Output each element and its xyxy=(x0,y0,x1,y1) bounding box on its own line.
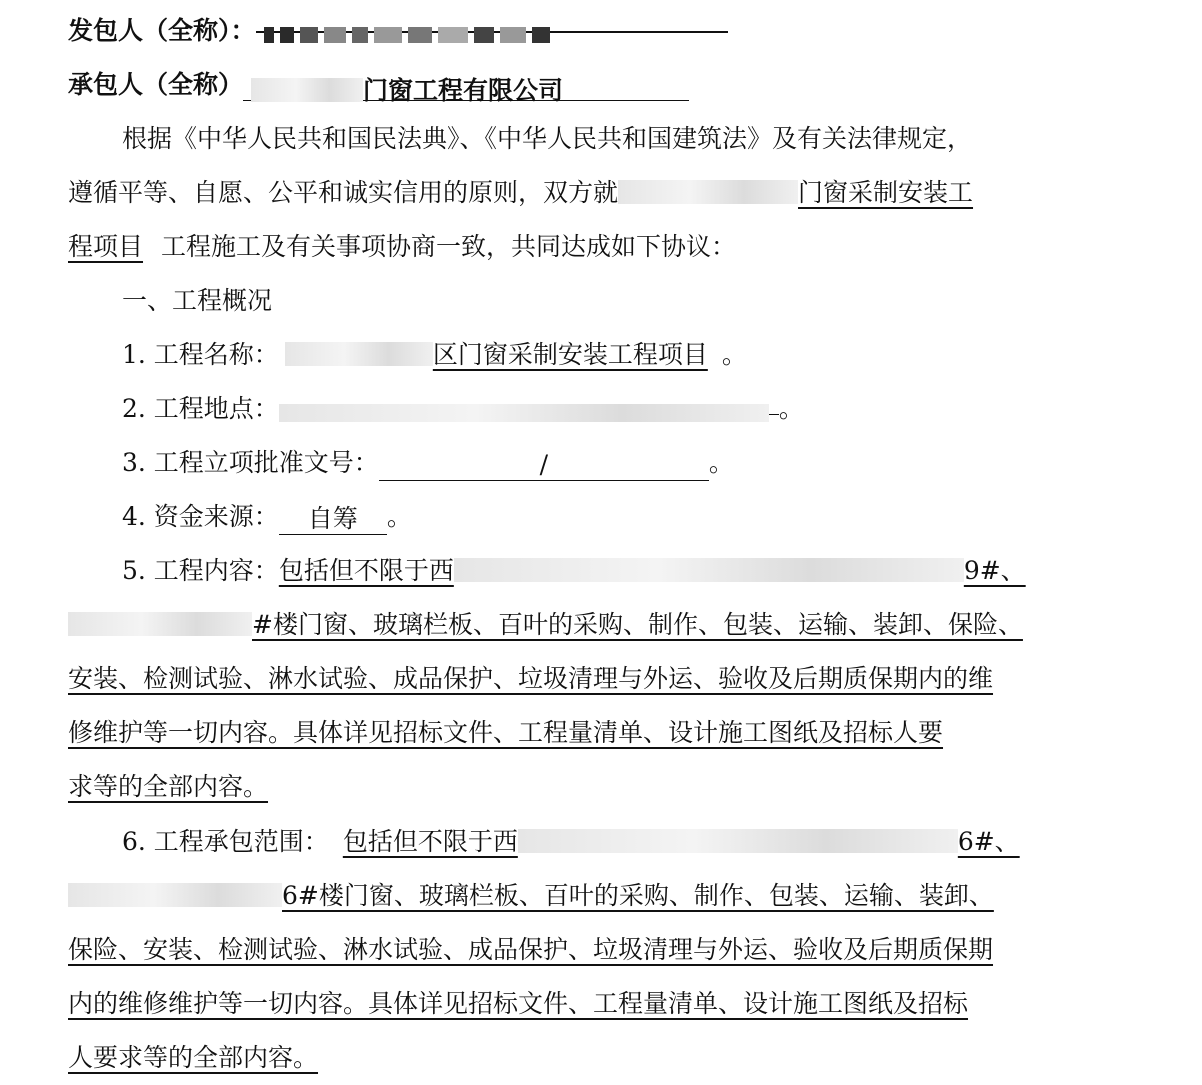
contractor-value: 门窗工程有限公司 xyxy=(363,76,564,105)
project-name-ref-cont: 程项目 xyxy=(68,232,144,261)
item-label: 5. 工程内容： xyxy=(122,556,279,585)
scope-redacted-part xyxy=(518,829,958,853)
content-text: 包括但不限于西 9#、 xyxy=(278,556,1026,585)
employer-line xyxy=(68,4,1148,58)
preamble-text: 遵循平等、自愿、公平和诚实信用的原则，双方就 xyxy=(68,178,619,207)
contractor-value-field xyxy=(243,64,689,105)
preamble-line-3 xyxy=(68,220,1148,274)
project-redacted-part xyxy=(618,180,798,204)
section-heading: 一、工程概况 xyxy=(122,286,273,315)
content-line-2: #楼门窗、玻璃栏板、百叶的采购、制作、包装、运输、装卸、保险、 xyxy=(68,598,1148,652)
project-name-ref: 门窗采制安装工 xyxy=(618,178,973,207)
contractor-line xyxy=(68,58,1148,112)
item-label: 4. 资金来源： xyxy=(122,502,279,531)
scope-line-4: 内的维修维护等一切内容。具体详见招标文件、工程量清单、设计施工图纸及招标 xyxy=(68,989,969,1018)
content-line-4: 修维护等一切内容。具体详见招标文件、工程量清单、设计施工图纸及招标人要 xyxy=(68,718,944,747)
fund-source-field: 自筹 xyxy=(279,504,387,535)
item-label: 2. 工程地点： xyxy=(122,394,279,423)
scope-line-3: 保险、安装、检测试验、淋水试验、成品保护、垃圾清理与外运、验收及后期质保期 xyxy=(68,935,994,964)
scope-line-5: 人要求等的全部内容。 xyxy=(68,1043,319,1072)
location-redacted-value xyxy=(279,384,779,415)
item-project-name: 1. 工程名称： 区门窗采制安装工程项目 。 xyxy=(122,340,747,369)
scope-redacted-part xyxy=(68,883,282,907)
scope-line-2: 6#楼门窗、玻璃栏板、百叶的采购、制作、包装、运输、装卸、 xyxy=(68,869,1148,923)
item-fund-source: 4. 资金来源： 自筹 。 xyxy=(122,502,412,533)
content-redacted-part xyxy=(68,612,252,636)
item-label: 3. 工程立项批准文号： xyxy=(122,448,379,477)
employer-label: 发包人（全称）： xyxy=(68,16,256,45)
item-location: 2. 工程地点： 。 xyxy=(122,382,1202,436)
employer-redacted-value xyxy=(256,7,728,33)
content-redacted-part xyxy=(454,558,964,582)
scope-text: 包括但不限于西 6#、 xyxy=(342,827,1020,856)
approval-number-field: / xyxy=(379,450,709,481)
item-content xyxy=(122,544,1202,598)
preamble-line-2 xyxy=(68,166,1148,220)
content-line-5: 求等的全部内容。 xyxy=(68,772,269,801)
item-scope xyxy=(122,815,1202,869)
name-redacted-part xyxy=(285,342,433,366)
contractor-label: 承包人（全称） xyxy=(68,70,244,99)
item-label: 1. 工程名称： xyxy=(122,340,279,369)
project-name-value: 区门窗采制安装工程项目 xyxy=(279,340,722,369)
content-line-3: 安装、检测试验、淋水试验、成品保护、垃圾清理与外运、验收及后期质保期内的维 xyxy=(68,664,994,693)
preamble-line-1: 根据《中华人民共和国民法典》、《中华人民共和国建筑法》及有关法律规定， xyxy=(122,124,973,153)
item-approval-number: 3. 工程立项批准文号： / 。 xyxy=(122,448,734,479)
item-label: 6. 工程承包范围： xyxy=(122,827,329,856)
contractor-redacted-part xyxy=(251,78,363,102)
preamble-text: 工程施工及有关事项协商一致，共同达成如下协议： xyxy=(161,232,737,261)
